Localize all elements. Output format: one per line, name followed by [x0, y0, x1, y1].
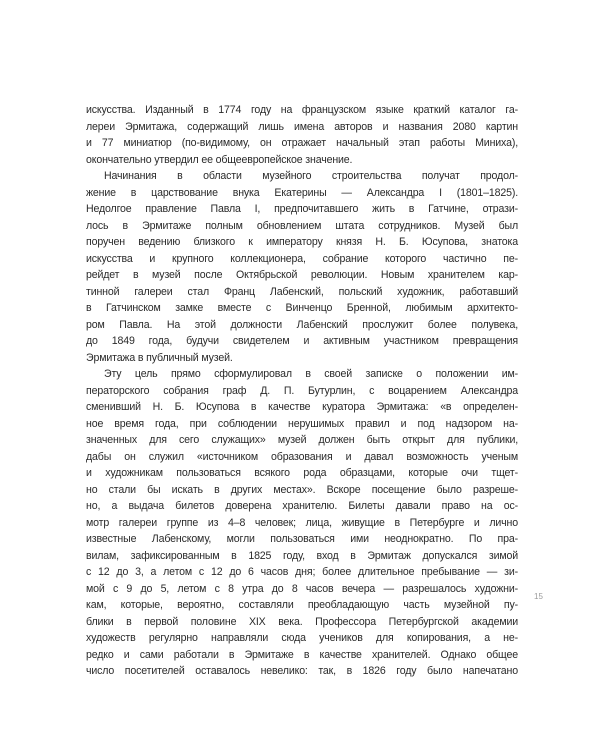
text-line: блики в первой половине XIX века. Профессора Петербургской академии [86, 615, 518, 628]
text-line: окончательно утвердил ее общеевропейское значение. [86, 153, 353, 166]
text-line: мой с 9 до 5, летом с 8 утра до 8 часов вечера — разрешалось художни- [86, 582, 518, 595]
paragraph-3 [86, 366, 518, 680]
text-line: лось в Эрмитаже полным обновлением штата сотрудников. Музей был [86, 219, 518, 232]
text-line: Эту цель прямо сформулировал в своей записке о положении им- [104, 368, 518, 380]
text-line: до 1849 года, будучи свидетелем и активным участником превращения [86, 335, 518, 347]
text-line: дабы он служил «источником образования и давал возможность ученым [86, 450, 518, 463]
text-line: ное время года, при соблюдении нерушимых правил и под надзором на- [86, 417, 518, 430]
text-line: поручен ведению близкого к императору князя Н. Б. Юсупова, знатока [86, 236, 518, 248]
text-line: известные Лабенскому, могли пользоваться ими неоднократно. По пра- [86, 533, 518, 545]
text-line: жение в царствование внука Екатерины — Александра I (1801–1825). [86, 186, 518, 199]
paragraph-2 [86, 168, 518, 366]
text-line: с 12 до 3, а летом с 12 до 6 часов дня; более длительное пребывание — зи- [86, 566, 518, 578]
text-line: Начинания в области музейного строительства получат продол- [104, 170, 518, 182]
text-line: редко и сами работали в Эрмитаже в качестве хранителей. Однако общее [86, 648, 518, 661]
page-number: 15 [534, 592, 543, 601]
text-line: рейдет в музей после Октябрьской революции. Новым хранителем кар- [86, 269, 518, 281]
text-line: ром Павла. На этой должности Лабенский прослужит более полувека, [86, 318, 518, 331]
text-line: и художникам пользоваться всякого рода образцами, которые очи тщет- [86, 467, 518, 479]
text-line: число посетителей оставалось невелико: так, в 1826 году было напечатано [86, 665, 518, 677]
paragraph-1 [86, 102, 518, 168]
page-body-text [86, 102, 518, 680]
text-line: искусства. Изданный в 1774 году на французском языке краткий каталог га- [86, 104, 518, 116]
text-line: но стали бы искать в других местах». Вскоре посещение было разреше- [86, 483, 518, 496]
text-line: в Гатчинском замке вместе с Винченцо Бренной, любимым архитекто- [86, 302, 518, 314]
text-line: искусства и крупного коллекционера, собрание которого частично пе- [86, 252, 518, 265]
text-line: значенных для сего служащих» музей должен быть открыт для публики, [86, 434, 518, 446]
text-line: кам, которые, вероятно, составляли преобладающую часть музейной пу- [86, 599, 518, 611]
text-line: но, а выдача билетов доверена хранителю. Билеты давали право на ос- [86, 500, 518, 512]
text-line: вилам, зафиксированным в 1825 году, вход в Эрмитаж допускался зимой [86, 549, 518, 562]
text-line: сменивший Н. Б. Юсупова в качестве куратора Эрмитажа: «в определен- [86, 401, 518, 413]
text-line: ператорского собрания граф Д. П. Бутурлин, с воцарением Александра [86, 384, 518, 397]
text-line: и 77 миниатюр (по-видимому, он отражает начальный этап работы Миниха), [86, 137, 518, 149]
text-line: лереи Эрмитажа, содержащий лишь имена авторов и названия 2080 картин [86, 120, 518, 133]
text-line: Недолгое правление Павла I, предпочитавшего жить в Гатчине, отрази- [86, 203, 518, 215]
text-line: Эрмитажа в публичный музей. [86, 351, 233, 364]
text-line: мотр галереи группе из 4–8 человек; лица, живущие в Петербурге и лично [86, 516, 518, 529]
text-line: художеств регулярно направляли сюда учеников для копирования, а не- [86, 632, 518, 644]
text-line: тинной галереи стал Франц Лабенский, польский художник, работавший [86, 285, 518, 298]
